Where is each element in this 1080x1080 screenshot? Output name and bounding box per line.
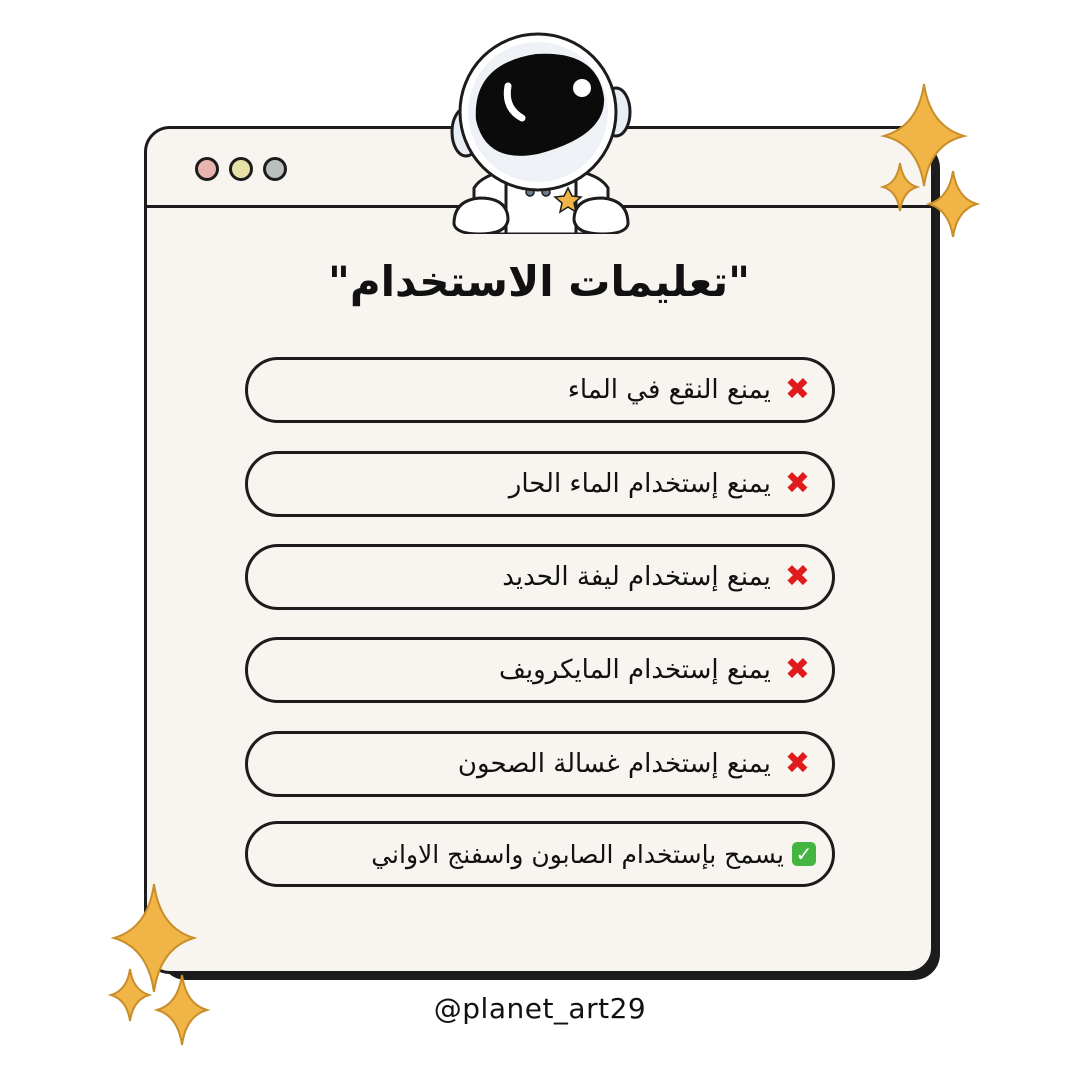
instruction-text: يمنع إستخدام غسالة الصحون: [457, 749, 771, 779]
instruction-text: يسمح بإستخدام الصابون واسفنج الاواني: [371, 839, 784, 869]
instruction-text: يمنع إستخدام ليفة الحديد: [502, 562, 771, 592]
instruction-item: [245, 731, 835, 797]
instruction-text: يمنع إستخدام المايكرويف: [499, 655, 771, 685]
sparkle-icon: [880, 160, 920, 214]
cross-mark-icon: ✖: [784, 746, 810, 781]
browser-window: [144, 126, 934, 974]
instruction-item: [245, 357, 835, 423]
window-dot-yellow[interactable]: [229, 157, 253, 181]
instruction-text: يمنع النقع في الماء: [567, 375, 771, 405]
instruction-item: [245, 821, 835, 887]
sparkle-icon: [926, 168, 980, 240]
cross-mark-icon: ✖: [784, 466, 810, 501]
cross-mark-icon: ✖: [784, 372, 810, 407]
astronaut-mascot-icon: [446, 28, 636, 234]
instruction-text: يمنع إستخدام الماء الحار: [508, 469, 771, 499]
cross-mark-icon: ✖: [784, 652, 810, 687]
instruction-item: [245, 451, 835, 517]
check-mark-icon: ✓: [792, 842, 816, 866]
footer-handle: @planet_art29: [433, 992, 647, 1025]
window-dot-gray[interactable]: [263, 157, 287, 181]
window-dot-red[interactable]: [195, 157, 219, 181]
cross-mark-icon: ✖: [784, 559, 810, 594]
instruction-item: [245, 544, 835, 610]
instruction-item: [245, 637, 835, 703]
page-title: "تعليمات الاستخدام": [327, 257, 751, 306]
